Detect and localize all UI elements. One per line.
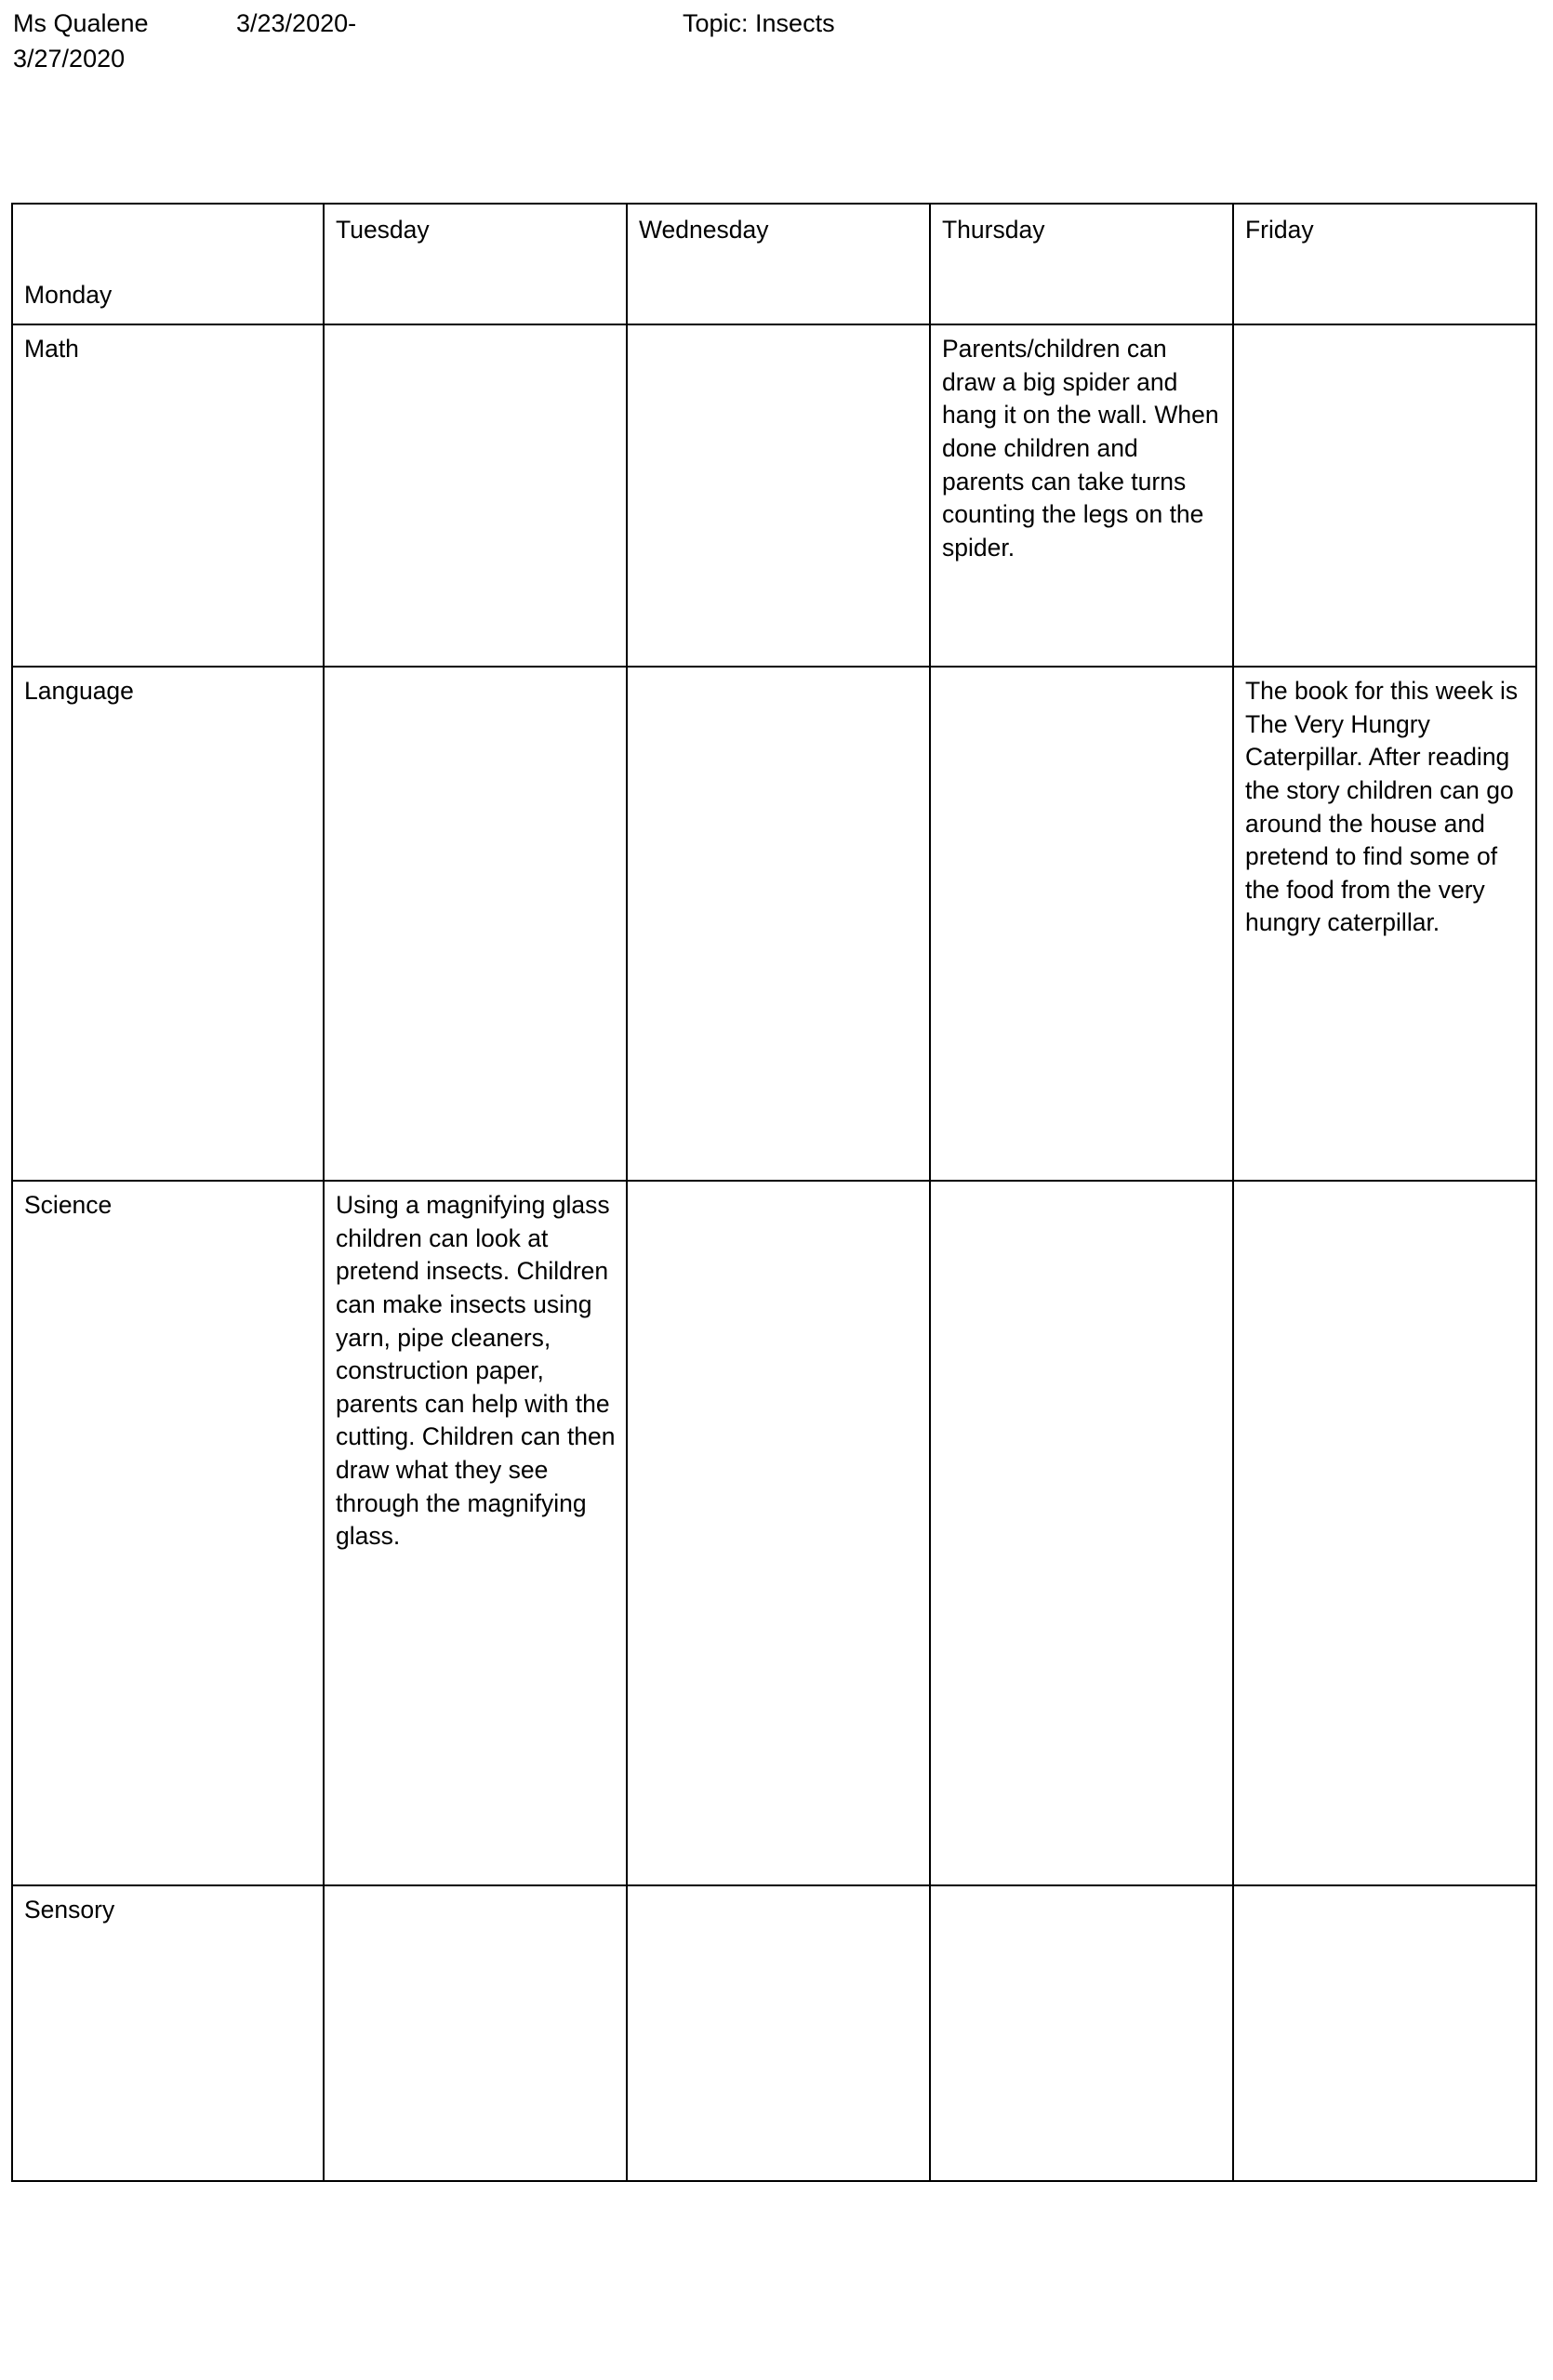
- table-row: [12, 1885, 1536, 2181]
- cell-text: Parents/children can draw a big spider and hang it on the wall. When done children and parents can take turns counting the legs on the spider.: [942, 335, 1219, 562]
- cell-math-friday: [1233, 324, 1536, 667]
- row-label-language: [12, 667, 324, 1181]
- cell-language-thursday: [930, 667, 1233, 1181]
- cell-text: Using a magnifying glass children can look at pretend insects. Children can make insects using yarn, pipe cleaners, construction paper, parents can help with the cutting. Children can then draw what they see through the magnifying glass.: [336, 1191, 616, 1551]
- cell-math-thursday: [930, 324, 1233, 667]
- date-range-start: 3/23/2020-: [236, 9, 357, 37]
- cell-sensory-thursday: [930, 1885, 1233, 2181]
- teacher-name: Ms Qualene: [13, 9, 149, 37]
- cell-science-wednesday: [627, 1181, 930, 1885]
- table-header-row: [12, 204, 1536, 324]
- cell-language-friday: [1233, 667, 1536, 1181]
- table-row: [12, 324, 1536, 667]
- column-header-label: Wednesday: [639, 216, 769, 244]
- column-header-wednesday: [627, 204, 930, 324]
- cell-sensory-tuesday: [324, 1885, 627, 2181]
- column-header-label: Thursday: [942, 216, 1045, 244]
- column-header-thursday: [930, 204, 1233, 324]
- cell-science-friday: [1233, 1181, 1536, 1885]
- row-label-math: [12, 324, 324, 667]
- table-row: [12, 1181, 1536, 1885]
- document-header: [13, 7, 1538, 76]
- cell-math-tuesday: [324, 324, 627, 667]
- cell-text: The book for this week is The Very Hungry Caterpillar. After reading the story children can go around the house and pretend to find some of the food from the very hungry caterpillar.: [1245, 677, 1519, 937]
- column-header-label: Tuesday: [336, 216, 430, 244]
- header-line: [13, 7, 1538, 41]
- row-label-sensory: [12, 1885, 324, 2181]
- cell-language-tuesday: [324, 667, 627, 1181]
- row-label: Math: [24, 335, 79, 363]
- column-header-monday: [12, 204, 324, 324]
- cell-sensory-friday: [1233, 1885, 1536, 2181]
- row-label: Sensory: [24, 1896, 115, 1924]
- topic-label: Topic: Insects: [683, 9, 835, 37]
- column-header-friday: [1233, 204, 1536, 324]
- cell-language-wednesday: [627, 667, 930, 1181]
- row-label-science: [12, 1181, 324, 1885]
- table-row: [12, 667, 1536, 1181]
- date-range-end: 3/27/2020: [13, 44, 126, 73]
- row-label: Science: [24, 1191, 113, 1219]
- column-header-label: Friday: [1245, 216, 1314, 244]
- row-label: Language: [24, 677, 134, 705]
- cell-math-wednesday: [627, 324, 930, 667]
- column-header-label: Monday: [24, 281, 113, 310]
- cell-science-thursday: [930, 1181, 1233, 1885]
- cell-sensory-wednesday: [627, 1885, 930, 2181]
- cell-science-tuesday: [324, 1181, 627, 1885]
- column-header-tuesday: [324, 204, 627, 324]
- weekly-plan-table: [11, 203, 1537, 2182]
